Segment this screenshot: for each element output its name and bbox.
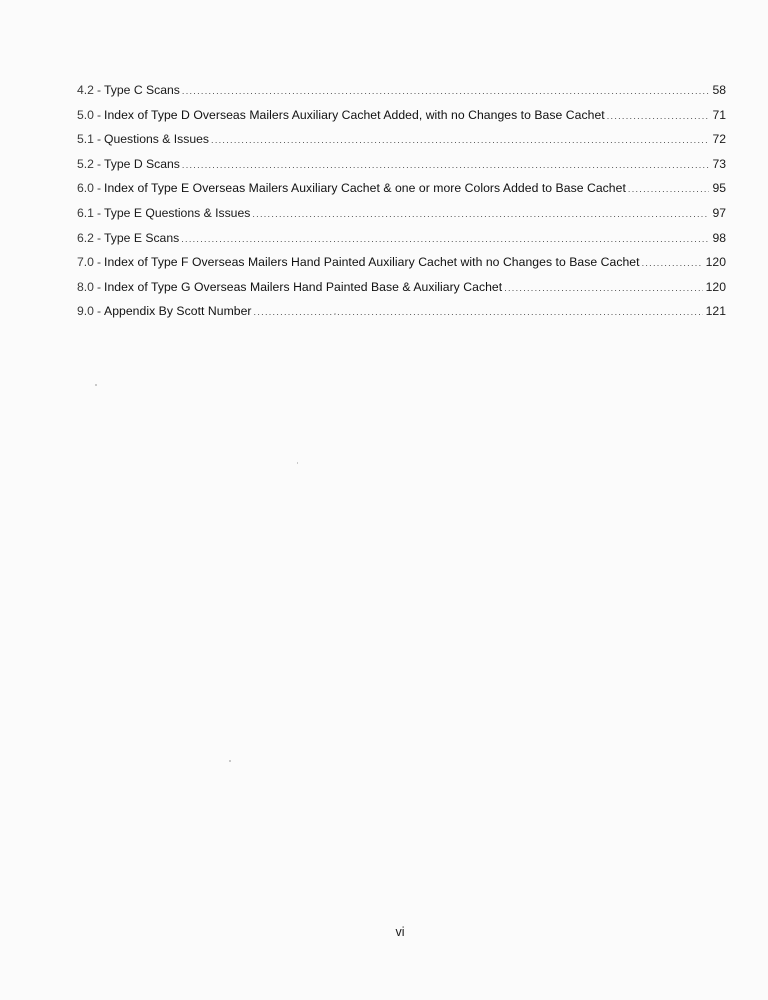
scan-speck [95, 384, 97, 386]
toc-entry-separator: - [96, 255, 102, 270]
toc-entry-number: 6.1 [77, 205, 94, 220]
toc-entry [77, 176, 726, 201]
toc-dot-leader [607, 104, 710, 129]
toc-entry-title: Type E Scans [104, 230, 180, 245]
toc-entry-separator: - [96, 205, 102, 220]
page-number: vi [395, 925, 405, 939]
scan-speck [229, 760, 231, 762]
toc-dot-leader [182, 79, 710, 104]
toc-entry-number: 5.1 [77, 132, 94, 147]
toc-entry-page: 98 [712, 230, 726, 245]
toc-dot-leader [642, 251, 703, 276]
toc-entry-page: 97 [712, 205, 726, 220]
toc-entry-separator: - [96, 107, 102, 122]
toc-entry [77, 250, 726, 275]
toc-entry-page: 120 [705, 279, 726, 294]
toc-dot-leader [182, 153, 710, 178]
toc-entry-number: 6.0 [77, 181, 94, 196]
toc-entry-title: Appendix By Scott Number [104, 304, 252, 319]
toc-entry-number: 5.2 [77, 156, 94, 171]
toc-dot-leader [252, 202, 709, 227]
toc-entry-number: 8.0 [77, 279, 94, 294]
toc-entry-title: Type D Scans [104, 156, 180, 171]
toc-entry-separator: - [96, 304, 102, 319]
toc-dot-leader [181, 227, 709, 252]
toc-entry-separator: - [96, 156, 102, 171]
toc-entry-page: 95 [712, 181, 726, 196]
toc-entry-number: 7.0 [77, 255, 94, 270]
toc-entry [77, 299, 726, 324]
toc-entry [77, 127, 726, 152]
toc-entry-separator: - [96, 181, 102, 196]
toc-entry-number: 5.0 [77, 107, 94, 122]
toc-entry [77, 226, 726, 251]
toc-dot-leader [254, 300, 703, 325]
toc-entry [77, 78, 726, 103]
toc-entry-title: Type C Scans [104, 83, 180, 97]
toc-entry [77, 103, 726, 128]
toc-entry-separator: - [96, 132, 102, 147]
toc-entry-page: 71 [712, 107, 726, 122]
toc-entry-page: 72 [712, 132, 726, 147]
scan-speck [334, 313, 336, 315]
toc-entry-title: Index of Type D Overseas Mailers Auxiliary Cachet Added, with no Changes to Base Cachet [104, 107, 605, 122]
toc-entry-separator: - [96, 83, 102, 97]
toc-entry-page: 58 [712, 83, 726, 97]
toc-entry-number: 6.2 [77, 230, 94, 245]
toc-dot-leader [628, 177, 710, 202]
toc-entry [77, 152, 726, 177]
toc-entry-page: 73 [712, 156, 726, 171]
toc-entry [77, 275, 726, 300]
toc-dot-leader [211, 128, 709, 153]
toc-entry [77, 201, 726, 226]
toc-entry-title: Index of Type G Overseas Mailers Hand Painted Base & Auxiliary Cachet [104, 279, 503, 294]
toc-entry-page: 121 [705, 304, 726, 319]
toc-entry-number: 4.2 [77, 83, 94, 97]
toc-entry-number: 9.0 [77, 304, 94, 319]
toc-entry-title: Questions & Issues [104, 132, 210, 147]
toc-entry-title: Type E Questions & Issues [104, 205, 251, 220]
table-of-contents [77, 78, 726, 324]
scan-speck [297, 462, 298, 464]
toc-entry-page: 120 [705, 255, 726, 270]
toc-entry-title: Index of Type F Overseas Mailers Hand Painted Auxiliary Cachet with no Changes to Base Cachet [104, 255, 640, 270]
toc-entry-separator: - [96, 230, 102, 245]
toc-entry-title: Index of Type E Overseas Mailers Auxiliary Cachet & one or more Colors Added to Base Cachet [104, 181, 626, 196]
toc-entry-separator: - [96, 279, 102, 294]
toc-dot-leader [504, 276, 702, 301]
